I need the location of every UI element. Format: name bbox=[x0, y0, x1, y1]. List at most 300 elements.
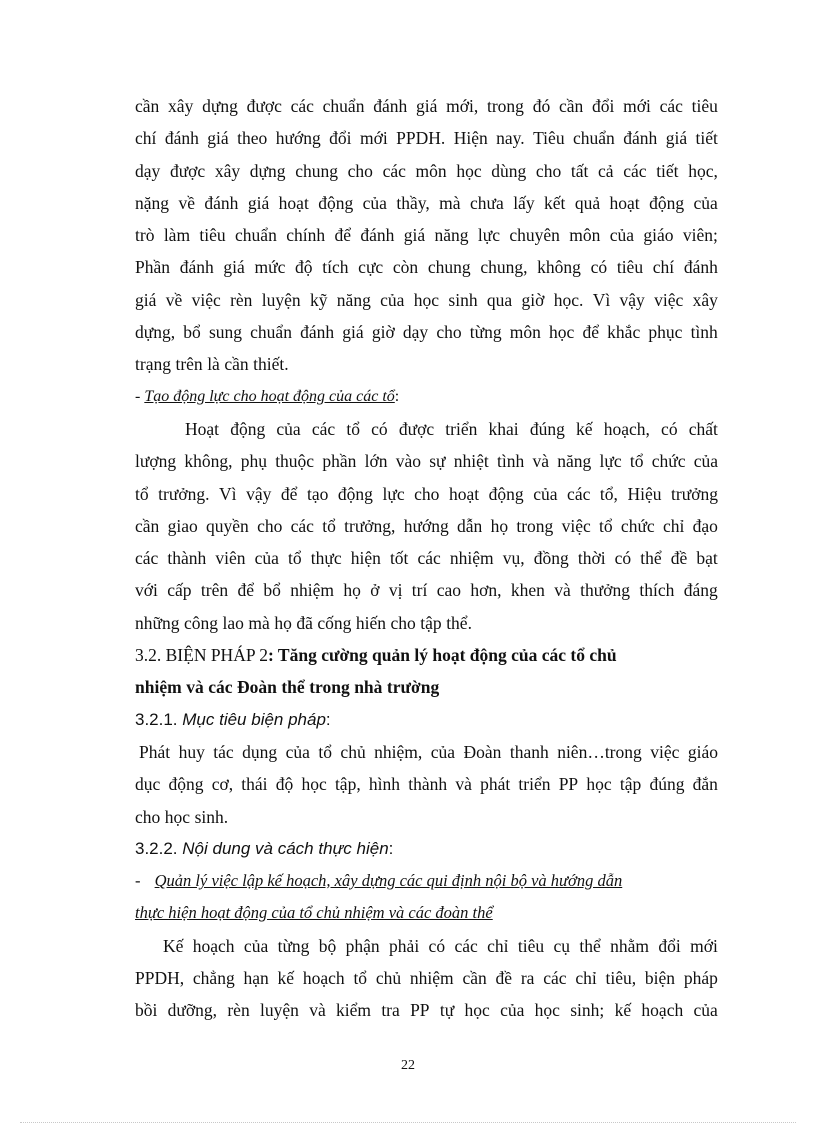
word: việc bbox=[191, 289, 221, 310]
word: Phần bbox=[135, 257, 170, 278]
text-line bbox=[135, 90, 718, 122]
text-line bbox=[135, 994, 718, 1026]
word: hoạt bbox=[448, 483, 480, 504]
word: cần bbox=[558, 96, 584, 116]
word: động bbox=[318, 192, 354, 213]
word: cho bbox=[390, 612, 416, 633]
word: công bbox=[184, 612, 219, 633]
word: các bbox=[290, 96, 314, 116]
word: kiểm bbox=[336, 1000, 372, 1021]
word: Hiệu bbox=[627, 483, 662, 504]
word: thành bbox=[167, 548, 207, 569]
subsection-tail: : bbox=[325, 709, 331, 729]
word: chất bbox=[688, 418, 718, 439]
word: hình bbox=[368, 774, 401, 795]
word: niên…trong bbox=[557, 741, 642, 762]
word: học bbox=[413, 289, 440, 310]
word: học bbox=[534, 1000, 560, 1021]
word: tự bbox=[439, 1000, 455, 1021]
word: bạt bbox=[696, 548, 718, 569]
text-line bbox=[135, 736, 718, 768]
text-line bbox=[135, 607, 718, 639]
word: và bbox=[309, 1000, 326, 1021]
text-line bbox=[135, 445, 718, 477]
word: hoạt bbox=[609, 192, 640, 213]
word: trưởng bbox=[671, 483, 718, 504]
word: dụng bbox=[242, 741, 278, 762]
text-line bbox=[135, 478, 718, 510]
word: nặng bbox=[135, 192, 170, 213]
word: tiêu bbox=[199, 225, 226, 246]
text-line bbox=[135, 542, 718, 574]
word: khắc bbox=[607, 322, 641, 343]
word: viên; bbox=[682, 225, 718, 246]
word: của bbox=[430, 741, 456, 762]
word: bổ bbox=[183, 322, 201, 343]
word: chức bbox=[620, 515, 655, 536]
word: trưởng. bbox=[158, 483, 210, 504]
word: không bbox=[537, 257, 581, 278]
word: quyền bbox=[206, 515, 249, 536]
word: năng bbox=[336, 289, 371, 310]
word: của bbox=[362, 192, 387, 213]
word: triển bbox=[518, 774, 551, 795]
word: quả bbox=[574, 192, 601, 213]
subsection-title: Mục tiêu biện pháp bbox=[182, 709, 326, 729]
word: luyện bbox=[261, 289, 301, 310]
word: đắn bbox=[692, 774, 718, 795]
word: được bbox=[398, 418, 435, 439]
word: động bbox=[649, 192, 685, 213]
word: đánh bbox=[683, 257, 718, 278]
word: tích bbox=[322, 257, 349, 278]
word: từng bbox=[469, 322, 502, 343]
word: các bbox=[454, 935, 478, 956]
word: đánh bbox=[373, 96, 408, 116]
word: còn bbox=[392, 257, 419, 278]
word: trạng bbox=[135, 354, 171, 375]
word: học bbox=[301, 774, 327, 795]
word: bổ bbox=[263, 580, 281, 601]
word: thời bbox=[577, 548, 606, 569]
word: nay. bbox=[496, 128, 525, 149]
word: kết bbox=[544, 192, 566, 213]
word: sự bbox=[429, 451, 446, 472]
word: đáng bbox=[683, 580, 718, 601]
word: ra bbox=[520, 968, 535, 989]
word: đánh bbox=[204, 192, 239, 213]
bullet-label: Tạo động lực cho hoạt động của các tổ bbox=[144, 387, 395, 405]
word: thưởng bbox=[580, 580, 631, 601]
word: môn bbox=[569, 225, 601, 246]
word: với bbox=[135, 580, 158, 601]
word: chuẩn bbox=[573, 128, 615, 149]
word: luyện bbox=[260, 1000, 299, 1021]
word: đạo bbox=[692, 515, 718, 536]
word: đề bbox=[670, 548, 688, 569]
word: dùng bbox=[491, 160, 527, 181]
word: chuẩn bbox=[322, 96, 365, 116]
word: được bbox=[246, 96, 282, 116]
word: dục bbox=[135, 774, 161, 795]
word: dạy bbox=[135, 160, 161, 181]
section-title: : Tăng cường quản lý hoạt động của các tổ chủ bbox=[268, 645, 617, 666]
word: PP bbox=[410, 1000, 430, 1021]
word: hoạch bbox=[641, 1000, 684, 1021]
word: tiêu, bbox=[605, 968, 637, 989]
word: học bbox=[549, 322, 575, 343]
word: theo bbox=[237, 128, 268, 149]
word: của bbox=[693, 451, 718, 472]
word: không, bbox=[184, 451, 233, 472]
text-line bbox=[135, 510, 718, 542]
subsection-tail: : bbox=[388, 838, 394, 858]
word: của bbox=[254, 548, 279, 569]
word: các bbox=[311, 418, 336, 439]
bullet-text: thực hiện hoạt động của tổ chủ nhiệm và các đoàn thể bbox=[135, 903, 493, 923]
word: động bbox=[488, 483, 524, 504]
word: thuộc bbox=[275, 451, 315, 472]
word: trên bbox=[200, 580, 229, 601]
word: tiết bbox=[695, 128, 718, 149]
word: chức bbox=[651, 451, 686, 472]
word: tình bbox=[496, 451, 525, 472]
word: giao bbox=[167, 515, 198, 536]
word: chỉ bbox=[662, 515, 685, 536]
word: các bbox=[135, 548, 159, 569]
word: và bbox=[554, 580, 571, 601]
word: hoạch bbox=[192, 935, 235, 956]
word: chủ bbox=[375, 968, 402, 989]
word: để bbox=[334, 225, 351, 246]
word: tiêu bbox=[616, 257, 644, 278]
word: phải bbox=[389, 935, 420, 956]
word: là bbox=[207, 354, 220, 375]
word: cho bbox=[535, 160, 562, 181]
word: đánh bbox=[623, 128, 658, 149]
word: tổ bbox=[599, 515, 613, 536]
word: lớn bbox=[364, 451, 388, 472]
word: chuẩn bbox=[250, 322, 292, 343]
word: hoạch bbox=[302, 968, 345, 989]
text-line bbox=[135, 768, 718, 800]
word: trên bbox=[175, 354, 203, 375]
word: qua bbox=[486, 289, 513, 310]
subsection-number: 3.2.1. bbox=[135, 709, 183, 729]
word: Hiện bbox=[453, 128, 488, 149]
word: xây bbox=[692, 289, 718, 310]
word: PP bbox=[558, 774, 579, 795]
word: cho bbox=[414, 483, 440, 504]
word: thể bbox=[281, 677, 305, 698]
word: độ bbox=[295, 257, 313, 278]
word: có bbox=[371, 418, 388, 439]
word: của bbox=[380, 289, 405, 310]
word: họ bbox=[343, 580, 361, 601]
word: các bbox=[543, 968, 567, 989]
word: giờ bbox=[521, 289, 545, 310]
word: phận bbox=[345, 935, 380, 956]
word: từng bbox=[277, 935, 310, 956]
word: mà bbox=[248, 612, 270, 633]
word: tập bbox=[619, 774, 642, 795]
word: lao bbox=[222, 612, 244, 633]
word: trong bbox=[516, 515, 554, 536]
word: mới bbox=[623, 96, 651, 116]
word: tổ bbox=[288, 548, 302, 569]
word: hạn bbox=[243, 968, 269, 989]
word: giá bbox=[342, 322, 364, 343]
word: cực bbox=[358, 257, 384, 278]
page-number: 22 bbox=[401, 1058, 415, 1073]
bullet-tail: : bbox=[394, 387, 400, 405]
word: cho bbox=[347, 160, 373, 181]
word: hơn, bbox=[470, 580, 502, 601]
word: học bbox=[586, 774, 612, 795]
word: trong bbox=[309, 677, 350, 698]
word: kỹ bbox=[309, 289, 328, 310]
word: họ bbox=[274, 612, 292, 633]
bullet-text: Quản lý việc lập kế hoạch, xây dựng các qui định nội bộ và hướng dẫn bbox=[154, 871, 623, 891]
bullet-dash: - bbox=[135, 387, 145, 405]
word: hoạt bbox=[278, 192, 309, 213]
word: đánh bbox=[164, 128, 199, 149]
word: vị bbox=[388, 580, 403, 601]
word: và bbox=[455, 774, 472, 795]
word: độ bbox=[275, 774, 294, 795]
word: lực bbox=[477, 225, 500, 246]
word: việc bbox=[561, 515, 591, 536]
word: giá bbox=[207, 128, 229, 149]
word: Tiêu bbox=[533, 128, 565, 149]
word: thái bbox=[241, 774, 268, 795]
word: trưởng, bbox=[344, 515, 396, 536]
text-line bbox=[135, 187, 718, 219]
word: tổ bbox=[353, 968, 368, 989]
word: Phát bbox=[139, 741, 171, 762]
word: tra bbox=[381, 1000, 400, 1021]
word: cần bbox=[135, 96, 160, 116]
word: tổ bbox=[318, 741, 332, 762]
word: pháp bbox=[683, 968, 718, 989]
word: trường bbox=[386, 677, 440, 698]
word: việc bbox=[654, 289, 684, 310]
word: trí bbox=[411, 580, 428, 601]
word: các bbox=[382, 160, 406, 181]
word: học bbox=[464, 1000, 490, 1021]
word: nhiệm bbox=[409, 968, 454, 989]
word: động bbox=[168, 774, 204, 795]
section-number: 3.2. BIỆN PHÁP 2 bbox=[135, 645, 269, 666]
text-line bbox=[135, 574, 718, 606]
word: chính bbox=[286, 225, 326, 246]
word: xây bbox=[214, 160, 241, 181]
word: học. bbox=[553, 289, 584, 310]
word: và bbox=[532, 451, 549, 472]
word: của bbox=[285, 741, 310, 762]
word: chủ bbox=[340, 741, 366, 762]
word: tổ bbox=[629, 451, 644, 472]
word: dựng, bbox=[135, 322, 176, 343]
word: và bbox=[186, 677, 204, 698]
word: thành bbox=[408, 774, 448, 795]
word: cho bbox=[436, 322, 462, 343]
word: về bbox=[178, 192, 195, 213]
word: về bbox=[165, 289, 183, 310]
word: sinh. bbox=[194, 806, 229, 827]
text-line bbox=[135, 413, 718, 445]
word: tiêu bbox=[517, 935, 545, 956]
word: đó bbox=[532, 96, 551, 116]
word: chung, bbox=[480, 257, 528, 278]
text-line bbox=[135, 251, 718, 283]
word: tổ, bbox=[599, 483, 618, 504]
word: chung bbox=[427, 257, 471, 278]
section-title-cont bbox=[135, 671, 718, 703]
bullet-management-cont bbox=[135, 897, 718, 929]
bullet-motivation bbox=[135, 381, 718, 413]
word: của bbox=[693, 192, 718, 213]
word: thích bbox=[639, 580, 675, 601]
word: tổ bbox=[322, 515, 336, 536]
word: vậy bbox=[619, 289, 645, 310]
word: ở bbox=[370, 580, 380, 601]
word: huy bbox=[178, 741, 205, 762]
word: mới bbox=[690, 935, 718, 956]
word: thể bbox=[640, 548, 662, 569]
word: cần bbox=[462, 968, 487, 989]
text-line bbox=[135, 801, 718, 833]
word: khen bbox=[510, 580, 545, 601]
word: đổi bbox=[329, 128, 352, 149]
word: có bbox=[428, 935, 446, 956]
word: cụ bbox=[553, 935, 570, 956]
word: tiêu bbox=[691, 96, 718, 116]
word: cho bbox=[135, 806, 161, 827]
word: làm bbox=[163, 225, 191, 246]
word: kế bbox=[576, 418, 593, 439]
word: có bbox=[661, 418, 678, 439]
word: nhằm bbox=[610, 935, 649, 956]
word: giáo bbox=[687, 741, 718, 762]
word: cho bbox=[257, 515, 283, 536]
word: thiết. bbox=[253, 354, 289, 375]
word: trò bbox=[135, 225, 155, 246]
word: xây bbox=[168, 96, 194, 116]
word: dẫn bbox=[457, 515, 483, 536]
word: khai bbox=[488, 418, 519, 439]
word: thể. bbox=[446, 612, 472, 633]
word: đề bbox=[495, 968, 513, 989]
word: đổi bbox=[591, 96, 615, 116]
word: Vì bbox=[219, 483, 237, 504]
subsection-number: 3.2.2. bbox=[135, 838, 183, 858]
word: thể bbox=[579, 935, 601, 956]
word: giá bbox=[403, 225, 426, 246]
word: chuyên bbox=[509, 225, 560, 246]
word: bồi bbox=[135, 1000, 158, 1021]
word: để bbox=[280, 483, 298, 504]
word: dạy bbox=[402, 322, 429, 343]
word: những bbox=[135, 612, 180, 633]
word: các bbox=[208, 677, 233, 698]
word: các bbox=[659, 96, 683, 116]
word: phần bbox=[322, 451, 357, 472]
word: thực bbox=[310, 548, 342, 569]
word: triển bbox=[445, 418, 478, 439]
word: tốt bbox=[389, 548, 409, 569]
word: PPDH. bbox=[396, 128, 446, 149]
word: viên bbox=[215, 548, 246, 569]
word: đúng bbox=[529, 418, 565, 439]
word: lượng bbox=[135, 451, 177, 472]
word: tổ bbox=[346, 418, 360, 439]
word: Vì bbox=[592, 289, 611, 310]
word: đổi bbox=[658, 935, 681, 956]
word: Đoàn bbox=[236, 677, 277, 698]
word: tạo bbox=[306, 483, 329, 504]
word: chẳng bbox=[192, 968, 235, 989]
word: dưỡng, bbox=[167, 1000, 218, 1021]
word: hướng bbox=[275, 128, 321, 149]
word: của bbox=[693, 1000, 718, 1021]
word: lực bbox=[382, 483, 405, 504]
word: thanh bbox=[509, 741, 549, 762]
word: chưa bbox=[469, 192, 504, 213]
word: đánh bbox=[300, 322, 335, 343]
word: có bbox=[614, 548, 632, 569]
word: PPDH, bbox=[135, 968, 185, 989]
word: có bbox=[590, 257, 608, 278]
word: Đoàn bbox=[463, 741, 502, 762]
word: phát bbox=[480, 774, 511, 795]
word: kế bbox=[277, 968, 295, 989]
word: của bbox=[276, 418, 301, 439]
word: chuẩn bbox=[235, 225, 277, 246]
word: giá bbox=[135, 289, 157, 310]
word: các bbox=[417, 548, 441, 569]
word: hiến bbox=[355, 612, 387, 633]
text-line bbox=[135, 316, 718, 348]
word: của bbox=[243, 935, 269, 956]
word: bộ bbox=[318, 935, 337, 956]
word: giá bbox=[247, 192, 270, 213]
word: vụ, bbox=[502, 548, 525, 569]
word: hiện bbox=[350, 548, 381, 569]
word: tất bbox=[570, 160, 589, 181]
word: học, bbox=[688, 160, 718, 181]
word: trong bbox=[486, 96, 524, 116]
word: đúng bbox=[649, 774, 685, 795]
word: hướng bbox=[403, 515, 449, 536]
word: họ bbox=[490, 515, 509, 536]
section-heading bbox=[135, 639, 718, 671]
document-body bbox=[135, 90, 718, 1027]
word: phục bbox=[648, 322, 683, 343]
word: sinh; bbox=[570, 1000, 605, 1021]
word: lực bbox=[599, 451, 622, 472]
word: cơ, bbox=[211, 774, 234, 795]
word: nhiệm, bbox=[374, 741, 423, 762]
subsection-title: Nội dung và cách thực hiện bbox=[182, 838, 389, 858]
text-line bbox=[135, 962, 718, 994]
word: động bbox=[337, 483, 373, 504]
word: để bbox=[582, 322, 600, 343]
word: giờ bbox=[371, 322, 395, 343]
word: tình bbox=[690, 322, 718, 343]
word: vậy bbox=[246, 483, 272, 504]
word: tập, bbox=[334, 774, 361, 795]
